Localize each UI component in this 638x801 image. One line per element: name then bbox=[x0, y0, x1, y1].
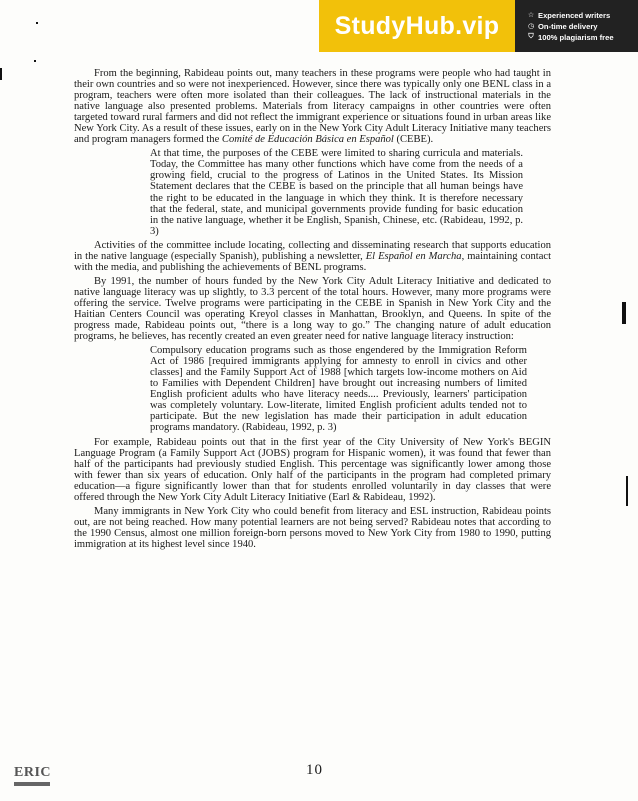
scan-edge-mark bbox=[622, 302, 626, 324]
page-number: 10 bbox=[306, 762, 323, 778]
paragraph: For example, Rabideau points out that in the first year of the City University of New York's BEGIN Language Program (a Family Support Act (JOBS) program for Hispanic women), it was found that fewer than half of the participants had previously studied English. This percentage was significantly lower among those with fewer than six years of education. Only half of the participants in the program had completed primary education—a figure significantly lower than that for students enrolled voluntarily in day classes that were offered through the New York City Adult Literacy Initiative (Earl & Rabideau, 1992). bbox=[74, 436, 551, 503]
shield-icon: ⛉ bbox=[528, 33, 534, 40]
perk-item bbox=[527, 11, 638, 20]
scan-edge-mark bbox=[626, 476, 628, 506]
eric-logo-bar bbox=[14, 782, 50, 786]
paragraph: Many immigrants in New York City who could benefit from literacy and ESL instruction, Rabideau points out, are not being reached. How many potential learners are not being served? Rabideau notes that according to the 1990 Census, almost one million foreign-born persons moved to New York City from 1980 to 1990, putting immigration at its highest level since 1940. bbox=[74, 505, 551, 550]
scan-speck bbox=[36, 22, 38, 24]
document-body bbox=[74, 68, 551, 553]
ad-banner[interactable] bbox=[319, 0, 638, 52]
perk-label: Experienced writers bbox=[538, 10, 611, 20]
star-icon: ☆ bbox=[527, 12, 535, 19]
paragraph: From the beginning, Rabideau points out, many teachers in these programs were people who had taught in their own countries and so were not inexperienced. However, since there was typically only one BENL class in a program, teachers were often more isolated than their colleagues. The lack of instructional materials in the native language also presented problems. Materials from literacy campaigns in other countries were often targeted toward rural farmers and did not reflect the immigrant experience or situations found in urban areas like New York City. As a result of these issues, early on in the New York City Adult Literacy Initiative many teachers and program managers formed the Comité de Educación Básica en Español (CEBE). bbox=[74, 68, 551, 146]
perk-item bbox=[527, 22, 638, 31]
perk-label: On-time delivery bbox=[538, 21, 598, 31]
paragraph: Activities of the committee include locating, collecting and disseminating research that supports education in the native language (especially Spanish), publishing a newsletter, El Español en Marcha, maintaining contact with the media, and publishing the achievements of BENL programs. bbox=[74, 239, 552, 273]
block-quote: At that time, the purposes of the CEBE were limited to sharing curricula and materials. Today, the Committee has many other functions which have come from the needs of a growing field, crucial to the progress of Latinos in the United States. Its Mission Statement declares that the CEBE is based on the principle that all human beings have the right to be educated in the language in which they think. It is therefore necessary that the federal, state, and municipal governments provide funding for basic education in the native language, whether it be English, Spanish, Chinese, etc. (Rabideau, 1992, p. 3) bbox=[150, 148, 523, 237]
eric-logo-text: ERIC bbox=[14, 765, 52, 780]
eric-logo bbox=[14, 766, 50, 786]
clock-icon: ◷ bbox=[527, 23, 535, 30]
paragraph: By 1991, the number of hours funded by the New York City Adult Literacy Initiative and dedicated to native language literacy was up slightly, to 3.3 percent of the total hours. However, many more programs were offering the service. Twelve programs were participating in the CEBE in Spanish in New York City and the Haitian Centers Council was operating Kreyol classes in Manhattan, Brooklyn, and Queens. In spite of the progress made, Rabideau points out, “there is a long way to go.” The changing nature of adult education programs, he believes, has recently created an even greater need for native language literacy instruction: bbox=[74, 275, 551, 343]
perk-item bbox=[527, 33, 638, 42]
scan-edge-mark bbox=[0, 68, 2, 80]
brand-logo[interactable]: StudyHub.vip bbox=[319, 0, 515, 52]
perk-label: 100% plagiarism free bbox=[538, 32, 614, 42]
perk-list bbox=[515, 0, 638, 52]
block-quote: Compulsory education programs such as those engendered by the Immigration Reform Act of 1986 [required immigrants applying for amnesty to enroll in civics and other classes] and the Family Support Act of 1988 [which targets low-income mothers on Aid to Families with Dependent Children] have brought out increasing numbers of limited English proficient adults who have literacy needs.... Previously, learners' participation was completely voluntary. Low-literate, limited English proficient adults tended not to participate. But the new legislation has made their participation in adult education programs mandatory. (Rabideau, 1992, p. 3) bbox=[150, 345, 527, 434]
scan-speck bbox=[34, 60, 36, 62]
